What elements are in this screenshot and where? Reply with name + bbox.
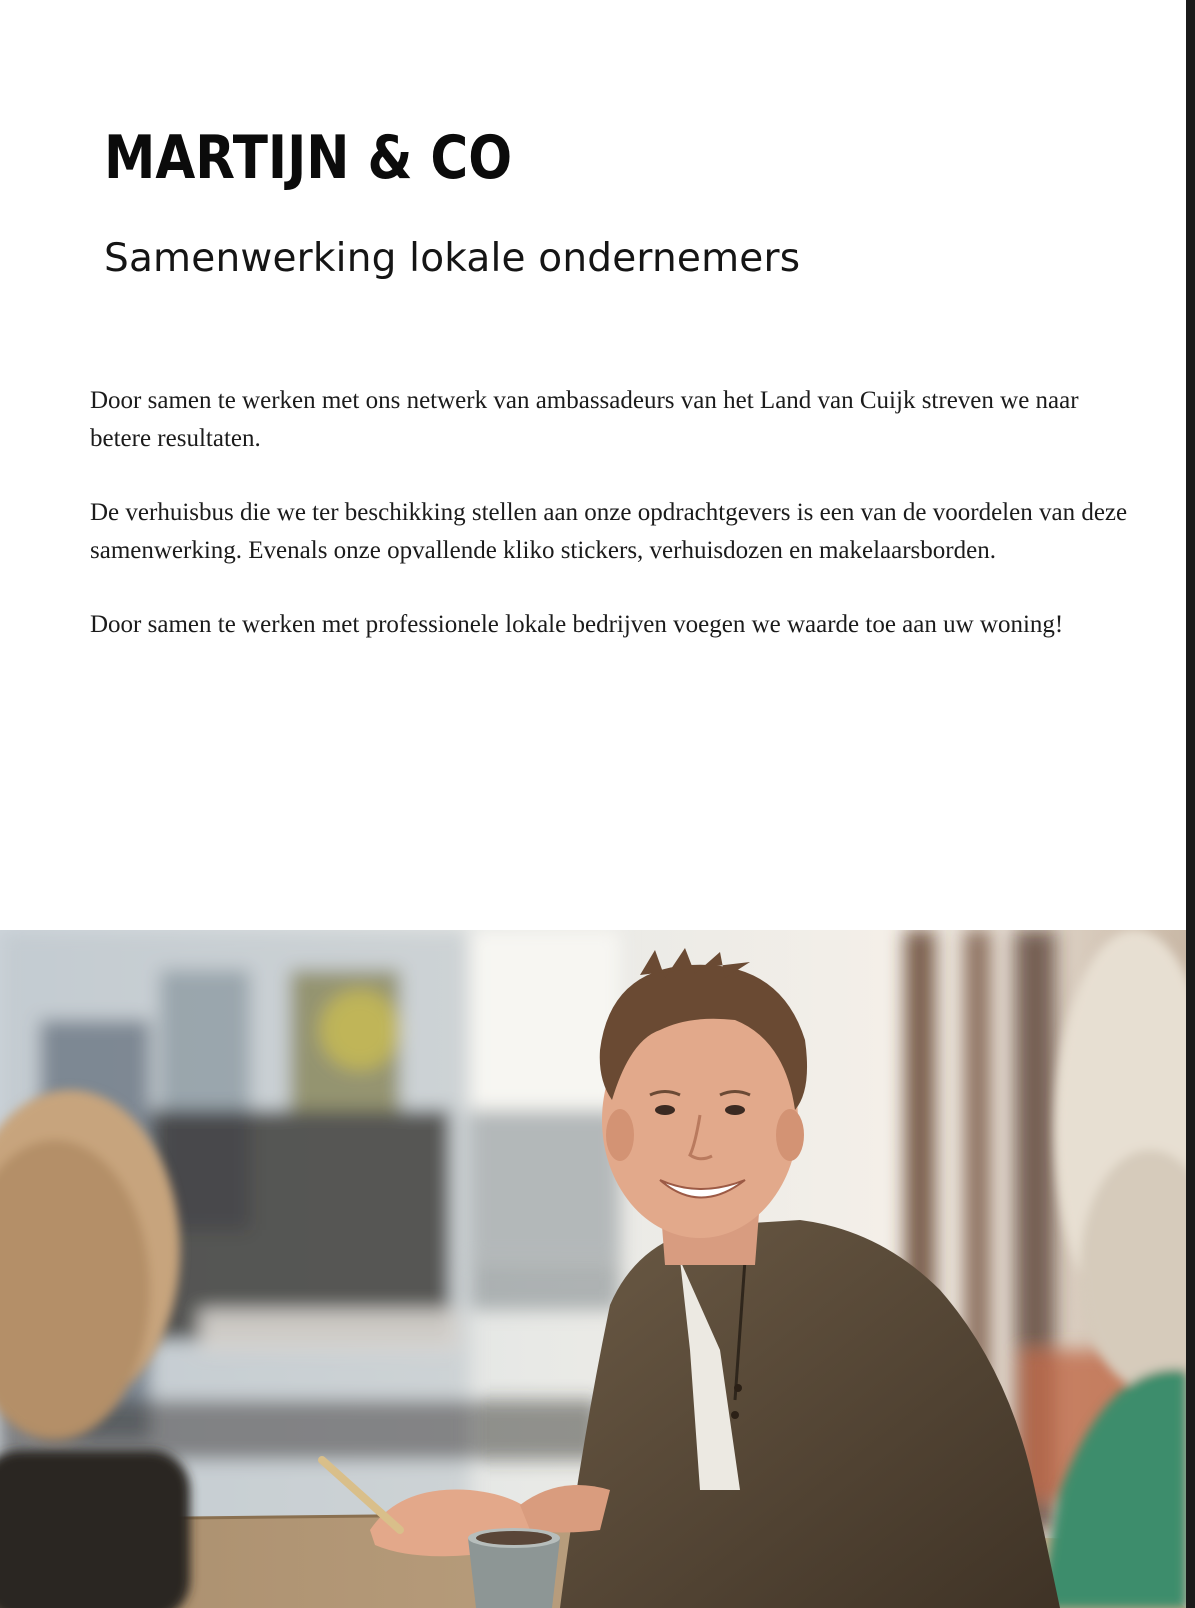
meeting-photo-illustration — [0, 930, 1186, 1608]
brand-title: MARTIJN & CO — [104, 123, 513, 193]
meeting-photo — [0, 930, 1186, 1608]
paragraph-intro: Door samen te werken met ons netwerk van ambassadeurs van het Land van Cuijk streven we naar betere resultaten. — [90, 387, 1079, 452]
page-subtitle: Samenwerking lokale ondernemers — [104, 236, 801, 281]
page-edge — [1186, 0, 1195, 1608]
body-text — [90, 382, 1140, 680]
paragraph-closing: Door samen te werken met professionele lokale bedrijven voegen we waarde toe aan uw woning! — [90, 611, 1064, 638]
paragraph-benefits: De verhuisbus die we ter beschikking stellen aan onze opdrachtgevers is een van de voordelen van deze samenwerking. Evenals onze opvallende kliko stickers, verhuisdozen en makelaarsborden. — [90, 499, 1128, 564]
